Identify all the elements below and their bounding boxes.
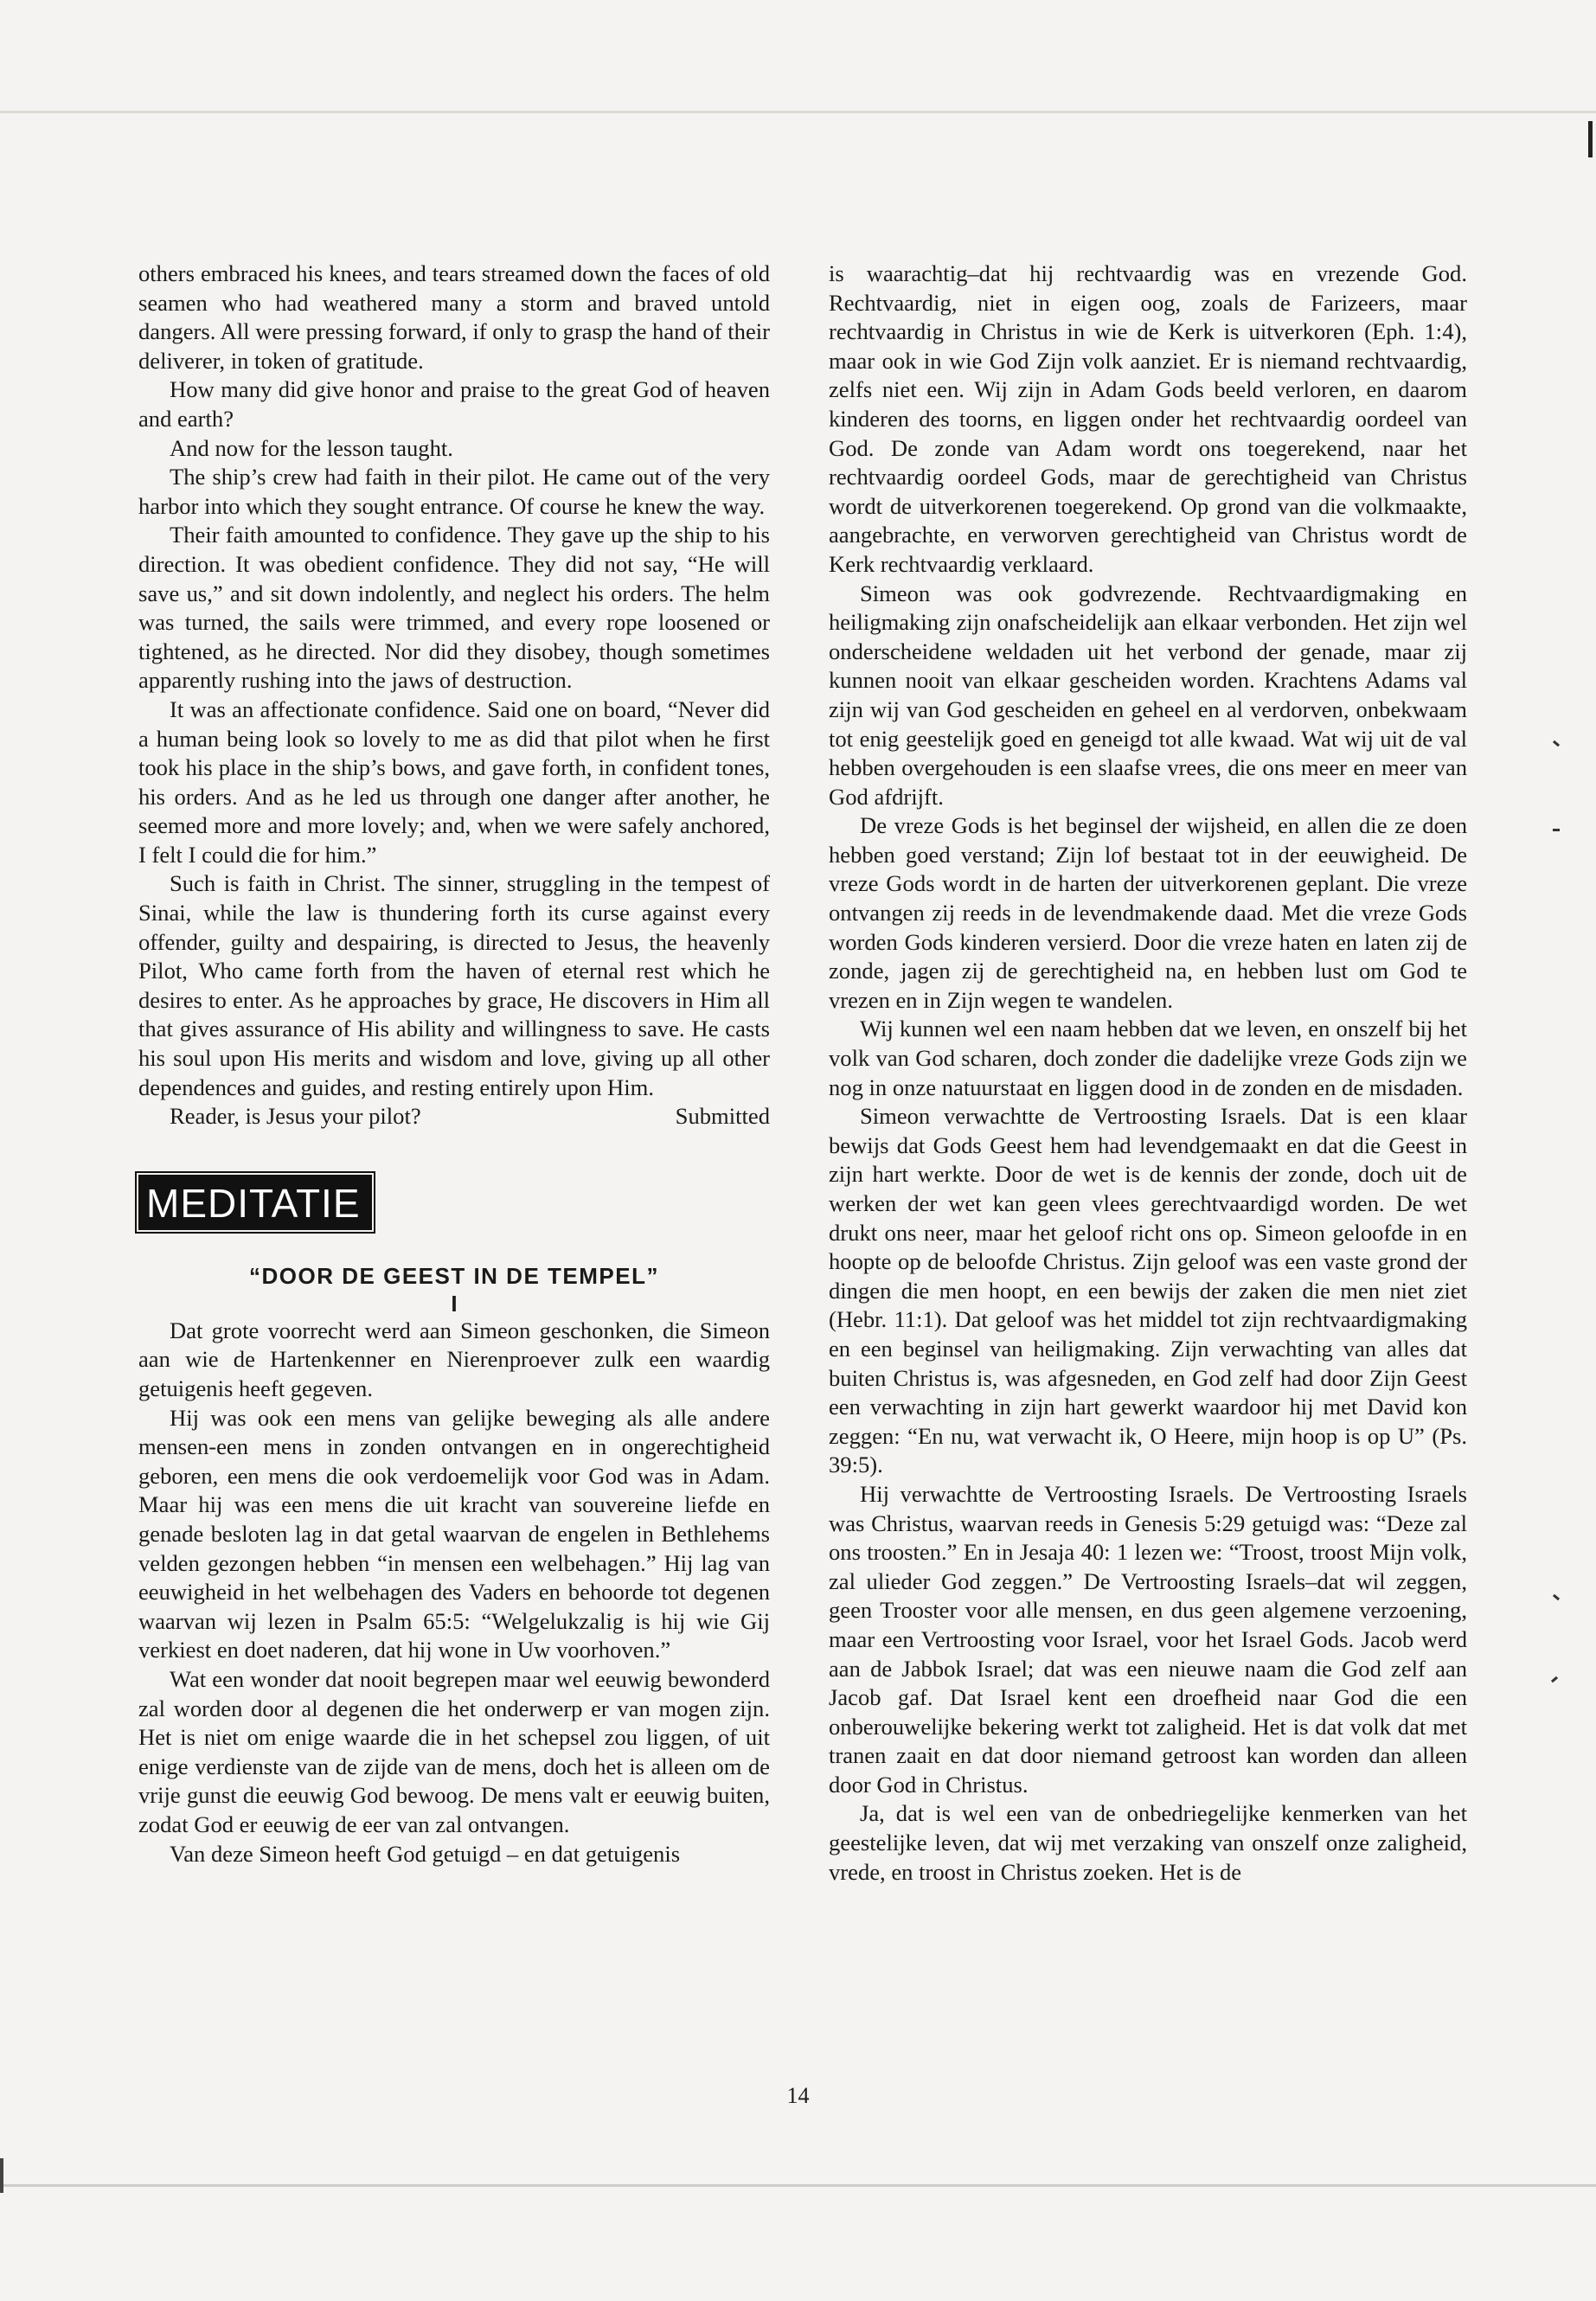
closing-line [138, 1102, 770, 1131]
margin-mark [1553, 1594, 1560, 1600]
right-column [829, 260, 1467, 1887]
meditation-paragraph: Wat een wonder dat nooit begrepen maar wel eeuwig bewonderd zal worden door al degenen die het onderwerp er van mogen zijn. Het is niet om enige waarde die in het schepsel zou liggen, of uit enige verdienste van de zijde van de mens, doch het is alleen om de vrije gunst die eeuwig God bewoog. De mens valt er eeuwig buiten, zodat God er eeuwig de eer van zal ontvangen. [138, 1665, 770, 1837]
article-title: “DOOR DE GEEST IN DE TEMPEL” [249, 1262, 659, 1289]
left-paragraph: The ship’s crew had faith in their pilot. He came out of the very harbor into which they sought entrance. Of course he knew the way. [138, 464, 770, 519]
margin-mark [1553, 740, 1560, 747]
meditation-paragraph: Hij was ook een mens van gelijke beweging als alle andere mensen-een mens in zonden ontvangen en in ongerechtigheid geboren, een mens die ook verdoemelijk voor God was in Adam. Maar hij was een mens die uit kracht van souvereine liefde en genade besloten lag in dat getal waarvan de engelen in Bethlehems velden gezongen hebben “in mensen een welbehagen.” Hij lag van eeuwigheid in het welbehagen des Vaders en behoorde tot degenen waarvan wij lezen in Psalm 65:5: “Welgelukzalig is hij wie Gij verkiest en doet naderen, dat hij wone in Uw voorhoven.” [138, 1404, 770, 1663]
closing-question: Reader, is Jesus your pilot? [170, 1103, 421, 1130]
left-paragraph: Their faith amounted to confidence. They gave up the ship to his direction. It was obedient confidence. They did not say, “He will save us,” and sit down indolently, and neglect his orders. The helm was turned, the sails were trimmed, and every rope loosened or tightened, as he directed. Nor did they disobey, though sometimes apparently rushing into the jaws of destruction. [138, 522, 770, 694]
right-paragraph: Simeon was ook godvrezende. Rechtvaardigmaking en heiligmaking zijn onafscheidelijk aan elkaar verbonden. Het zijn wel onderscheidene weldaden uit het verbond der genade, maar zij kunnen nooit van elkaar gescheiden worden. Krachtens Adams val zijn wij van God gescheiden en geheel en al verdorven, onbekwaam tot enig geestelijk goed en geneigd tot alle kwaad. Wat wij uit de val hebben overgehouden is een slaafse vrees, die ons meer en meer van God afdrijft. [829, 580, 1467, 810]
left-paragraph: How many did give honor and praise to the great God of heaven and earth? [138, 376, 770, 432]
scan-edge-mark [0, 2158, 3, 2193]
article-part-number: I [451, 1290, 458, 1317]
margin-mark [1553, 829, 1560, 831]
right-paragraph: is waarachtig–dat hij rechtvaardig was en vrezende God. Rechtvaardig, niet in eigen oog, zoals de Farizeers, maar rechtvaardig in Christus in wie de Kerk is uitverkoren (Eph. 1:4), maar ook in wie God Zijn volk aanziet. Er is niemand rechtvaardig, zelfs niet een. Wij zijn in Adam Gods beeld verloren, en daarom kinderen des toorns, en liggen onder het rechtvaardig oordeel van God. De zonde van Adam wordt ons toegerekend, naar het rechtvaardig oordeel Gods, maar de gerechtigheid van Christus wordt de uitverkorenen toegerekend. Op grond van die volkmaakte, aangebrachte, en verworven gerechtigheid van Christus wordt de Kerk rechtvaardig verklaard. [829, 260, 1467, 577]
right-paragraph: De vreze Gods is het beginsel der wijsheid, en allen die ze doen hebben goed verstand; Zijn lof bestaat tot in der eeuwigheid. De vreze Gods wordt in de harten der uitverkorenen geplant. Die vreze ontvangen zij reeds in de levendmakende daad. Met die vreze Gods worden Gods kinderen versierd. Door die vreze haten en laten zij de zonde, jagen zij de gerechtigheid na, en hebben lust om God te vrezen en in Zijn wegen te wandelen. [829, 812, 1467, 1013]
page-top-edge [0, 111, 1596, 113]
left-paragraph: And now for the lesson taught. [170, 434, 453, 461]
left-paragraph: Such is faith in Christ. The sinner, struggling in the tempest of Sinai, while the law is thundering forth its curse against every offender, guilty and despairing, is directed to Jesus, the heavenly Pilot, Who came forth from the haven of eternal rest which he desires to enter. As he approaches by grace, He discovers in Him all that gives assurance of His ability and willingness to save. He casts his soul upon His merits and wisdom and love, giving up all other dependences and guides, and resting entirely upon Him. [138, 870, 770, 1100]
section-banner: MEDITATIE [138, 1175, 372, 1230]
page-bottom-edge [0, 2184, 1596, 2187]
left-column [138, 260, 770, 1868]
left-paragraph: It was an affectionate confidence. Said one on board, “Never did a human being look so lovely to me as did that pilot when he first took his place in the ship’s bows, and gave forth, in confident tones, his orders. And as he led us through one danger after another, he seemed more and more lovely; and, when we were safely anchored, I felt I could die for him.” [138, 695, 770, 868]
scan-edge-mark [1588, 121, 1593, 157]
right-paragraph: Wij kunnen wel een naam hebben dat we leven, en onszelf bij het volk van God scharen, doch zonder die dadelijke vreze Gods zijn we nog in onze natuurstaat en liggen dood in de zonden en de misdaden. [829, 1016, 1467, 1100]
right-paragraph: Hij verwachtte de Vertroosting Israels. De Vertroosting Israels was Christus, waarvan reeds in Genesis 5:29 getuigd was: “Deze zal ons troosten.” En in Jesaja 40: 1 lezen we: “Troost, troost Mijn volk, zal ulieder God zeggen.” De Vertroosting Israels–dat wil zeggen, geen Trooster voor alle mensen, en dus geen algemene verzoening, maar een Vertroosting voor Israel, voor het Israel Gods. Jacob werd aan de Jabbok Israel; dat was een nieuwe naam die God zelf aan Jacob gaf. Dat Israel kent een droefheid naar God die een onberouwelijke bekering werkt tot zaligheid. Het is dat volk dat met tranen zaait en dat door niemand getroost kan worden dan alleen door God in Christus. [829, 1480, 1467, 1798]
page-number: 14 [786, 2083, 810, 2108]
right-paragraph: Simeon verwachtte de Vertroosting Israels. Dat is een klaar bewijs dat Gods Geest hem had levendgemaakt en dat die Geest in zijn hart werkte. Door de wet is de kennis der zonde, doch uit de werken der wet kan geen vlees gerechtvaardigd worden. De wet drukt ons neer, maar het geloof richt ons op. Simeon geloofde in en hoopte op de beloofde Christus. Zijn geloof was een vaste grond der dingen die men hoopt, en een bewijs der zaken die men niet ziet (Hebr. 11:1). Dat geloof was het middel tot zijn rechtvaardigmaking en een beginsel van heiligmaking. Zijn verwachting van alles dat buiten Christus is, was afgesneden, en God zelf had door Zijn Geest een verwachting in zijn hart gewerkt waardoor hij met David kon zeggen: “En nu, wat verwacht ik, O Heere, mijn hoop is op U” (Ps. 39:5). [829, 1103, 1467, 1478]
right-paragraph: Ja, dat is wel een van de onbedriegelijke kenmerken van het geestelijke leven, dat wij met verzaking van onszelf onze zaligheid, vrede, en troost in Christus zoeken. Het is de [829, 1800, 1467, 1885]
meditation-paragraph: Dat grote voorrecht werd aan Simeon geschonken, die Simeon aan wie de Hartenkenner en Nierenproever zulk een waardig getuigenis heeft gegeven. [138, 1317, 770, 1401]
left-paragraph: others embraced his knees, and tears streamed down the faces of old seamen who had weathered many a storm and braved untold dangers. All were pressing forward, if only to grasp the hand of their deliverer, in token of gratitude. [138, 260, 770, 374]
meditation-paragraph: Van deze Simeon heeft God getuigd – en dat getuigenis [170, 1840, 681, 1867]
closing-credit: Submitted [675, 1103, 770, 1130]
section-header [138, 1175, 770, 1230]
margin-mark [1551, 1676, 1558, 1682]
